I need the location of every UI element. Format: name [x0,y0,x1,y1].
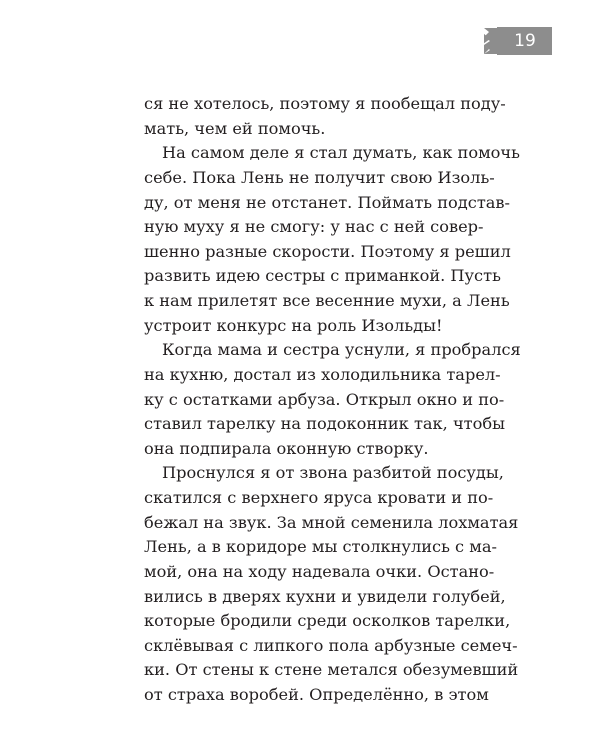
text-line: Проснулся я от звона разбитой посуды, [162,463,504,483]
text-line: ки. От стены к стене метался обезумевший [144,660,519,680]
text-line: ду, от меня не отстанет. Поймать подстав- [144,192,511,212]
text-line: склёвывая с липкого пола арбузные семеч- [144,635,518,655]
text-line: шенно разные скорости. Поэтому я решил [144,241,511,261]
body-text [144,92,521,708]
text-line: На самом деле я стал думать, как помочь [162,143,520,163]
text-line: бежал на звук. За мной семенила лохматая [144,512,519,532]
tab-notch-decoration [483,27,497,55]
text-line: которые бродили среди осколков тарелки, [144,611,511,631]
text-line: она подпирала оконную створку. [144,438,429,458]
text-line: вились в дверях кухни и увидели голубей, [144,586,506,606]
text-line: скатился с верхнего яруса кровати и по- [144,488,494,507]
text-line: ку с остатками арбуза. Открыл окно и по- [144,389,505,409]
text-line: устроит конкурс на роль Изольды! [144,315,443,335]
text-line: Когда мама и сестра уснули, я пробрался [162,340,521,360]
text-line: ся не хотелось, поэтому я пообещал поду- [144,94,506,113]
text-line: на кухню, достал из холодильника тарел- [144,364,501,384]
page-number-tab [484,27,552,55]
text-line: развить идею сестры с приманкой. Пусть [144,266,501,286]
text-line: ставил тарелку на подоконник так, чтобы [144,414,505,434]
text-line: ную муху я не смогу: у нас с ней совер- [144,217,484,237]
text-line: мать, чем ей помочь. [144,118,326,138]
text-line: от страха воробей. Определённо, в этом [144,685,489,704]
page-number: 19 [514,31,536,51]
text-line: себе. Пока Лень не получит свою Изоль- [144,167,495,187]
text-line: к нам прилетят все весенние мухи, а Лень [144,291,510,310]
text-line: мой, она на ходу надевала очки. Остано- [144,561,495,581]
text-line: Лень, а в коридоре мы столкнулись с ма- [144,537,497,557]
